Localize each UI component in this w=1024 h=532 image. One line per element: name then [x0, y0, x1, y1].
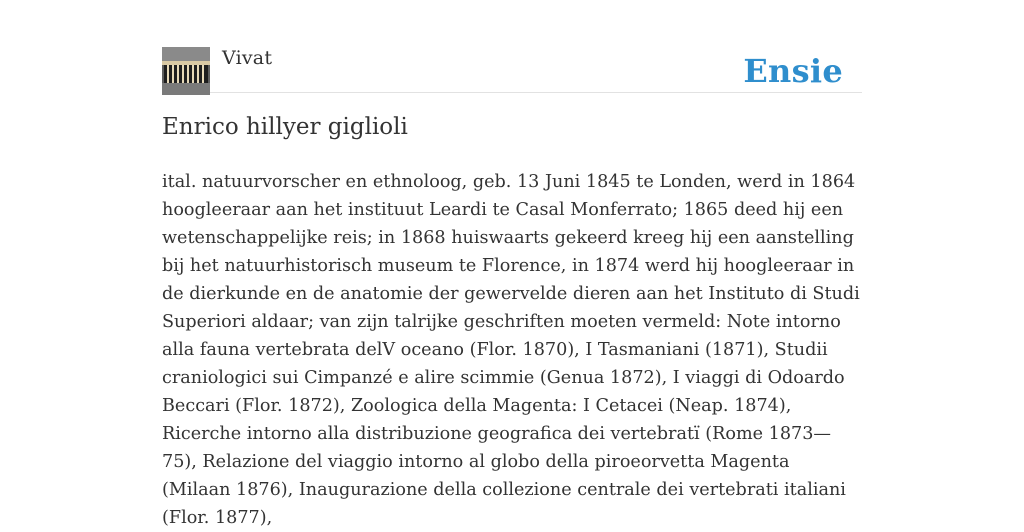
book-spines-avatar-icon[interactable] [162, 47, 210, 95]
source-name[interactable]: Vivat [222, 47, 273, 69]
article-body: ital. natuurvorscher en ethnoloog, geb. 13 Juni 1845 te Londen, werd in 1864 hoogleeraar aan het instituut Leardi te Casal Monferrato; 1865 deed hij een wetenschappelijke reis; in 1868 huiswaarts gekeerd kreeg hij een aanstelling bij het natuurhistorisch museum te Florence, in 1874 werd hij hoogleeraar in de dierkunde en de anatomie der gewervelde dieren aan het Instituto di Studi Superiori aldaar; van zijn talrijke geschriften moeten vermeld: Note intorno alla fauna vertebrata delV oceano (Flor. 1870), I Tasmaniani (1871), Studii craniologici sui Cimpanzé e alire scimmie (Genua 1872), I viaggi di Odoardo Beccari (Flor. 1872), Zoologica della Magenta: I Cetacei (Neap. 1874), Ricerche intorno alla distribuzione geografica dei vertebratï (Rome 1873—75), Relazione del viaggio intorno al globo della piroeorvetta Magenta (Milaan 1876), Inaugurazione della collezione centrale dei vertebrati italiani (Flor. 1877), [162, 172, 860, 528]
ensie-logo[interactable]: Ensie [743, 52, 843, 90]
page-title: Enrico hillyer giglioli [162, 114, 408, 140]
header [162, 46, 862, 93]
